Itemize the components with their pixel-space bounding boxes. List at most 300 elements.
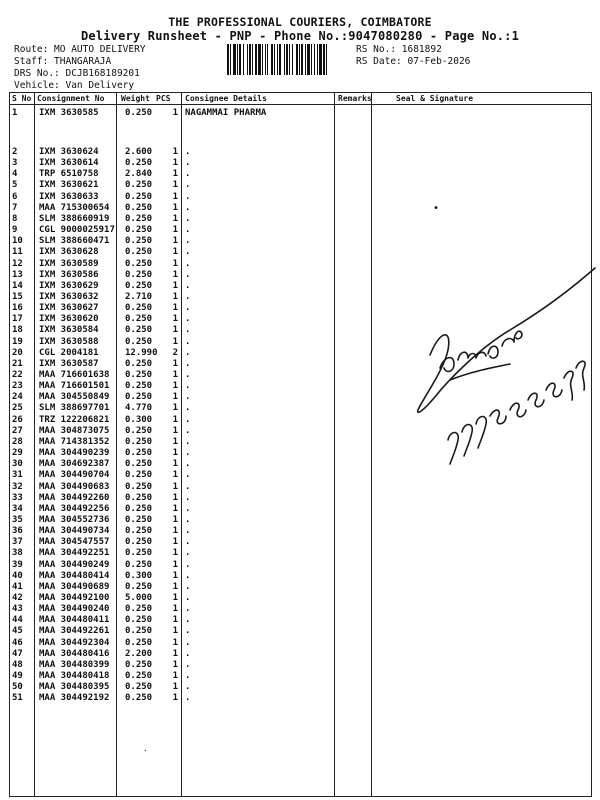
row-pcs: 1 [172,269,178,280]
row-sno: 28 [12,436,23,447]
row-pcs: 1 [172,180,178,191]
table-row [0,626,600,637]
row-weight: 0.250 [125,225,153,236]
row-consignment-no: IXM 3630628 [39,247,99,258]
row-weight: 2.200 [125,648,153,659]
row-pcs: 1 [172,648,178,659]
row-consignment-no: IXM 3630588 [39,336,99,347]
row-pcs: 1 [172,370,178,380]
row-consignment-no: MAA 304490689 [39,581,110,592]
row-consignment-no: MAA 304490683 [39,481,110,492]
row-sno: 51 [12,693,23,704]
row-consignment-no: MAA 304550849 [39,392,110,403]
table-row [0,169,600,180]
row-sno: 32 [12,481,23,492]
table-row [0,515,600,526]
table-row [0,504,600,515]
signature-phone-number: 9994885978 [410,260,417,261]
row-weight: 0.250 [125,537,153,548]
row-sno: 26 [12,414,23,425]
row-pcs: 1 [172,202,178,213]
row-weight: 5.000 [125,593,153,603]
row-consignee: . [185,659,191,670]
row-pcs: 1 [172,213,178,224]
table-row [0,247,600,258]
row-pcs: 1 [172,514,178,525]
table-row [0,180,600,191]
row-sno: 3 [12,158,18,169]
header-consignment: Consignment No [37,94,105,103]
row-weight: 0.250 [125,213,153,224]
row-consignee: . [185,593,191,603]
header-sno: S No [12,94,32,103]
row-consignment-no: MAA 304547557 [39,537,110,548]
row-sno: 15 [12,291,23,302]
row-sno: 37 [12,537,23,548]
row-consignment-no: IXM 3630584 [39,325,99,336]
rs-number: RS No.: 1681892 [356,44,442,55]
row-weight: 0.250 [125,303,153,314]
header-pcs: PCS [156,94,171,103]
row-weight: 4.770 [125,403,153,414]
table-row [0,108,600,119]
row-consignment-no: MAA 304480395 [39,682,110,693]
row-sno: 24 [12,392,23,403]
header-weight: Weight [121,94,150,103]
row-pcs: 1 [172,236,178,247]
row-pcs: 1 [172,626,178,637]
row-pcs: 1 [172,303,178,314]
header-consignee: Consignee Details [185,94,267,103]
row-sno: 33 [12,492,23,503]
row-consignee: . [185,514,191,525]
row-consignee: . [185,604,191,615]
row-consignment-no: MAA 715300654 [39,202,110,213]
table-row [0,638,600,649]
row-consignee: . [185,392,191,403]
row-consignee: . [185,448,191,459]
row-weight: 0.250 [125,336,153,347]
row-consignee: . [185,637,191,648]
row-consignee: . [185,671,191,682]
row-sno: 8 [12,213,18,224]
row-sno: 18 [12,325,23,336]
table-row [0,582,600,593]
row-consignment-no: IXM 3630633 [39,191,99,202]
row-sno: 41 [12,581,23,592]
table-row [0,147,600,158]
row-consignment-no: IXM 3630627 [39,303,99,314]
row-consignment-no: MAA 304492304 [39,637,110,648]
row-pcs: 1 [172,570,178,581]
row-consignment-no: IXM 3630632 [39,291,99,302]
row-consignee: . [185,526,191,537]
row-pcs: 1 [172,526,178,537]
table-row [0,158,600,169]
row-weight: 0.250 [125,202,153,213]
table-row [0,192,600,203]
row-consignment-no: MAA 304490240 [39,604,110,615]
row-weight: 0.300 [125,414,153,425]
row-pcs: 1 [172,291,178,302]
row-pcs: 1 [172,593,178,603]
row-weight: 0.250 [125,436,153,447]
row-sno: 30 [12,459,23,470]
row-pcs: 1 [172,492,178,503]
row-sno: 1 [12,108,18,118]
row-consignee: . [185,548,191,559]
row-consignee: . [185,570,191,581]
row-weight: 0.250 [125,526,153,537]
row-consignee: . [185,559,191,570]
row-consignee: . [185,648,191,659]
row-sno: 14 [12,280,23,291]
row-pcs: 1 [172,671,178,682]
row-pcs: 1 [172,336,178,347]
row-sno: 23 [12,381,23,392]
row-weight: 0.250 [125,358,153,369]
row-pcs: 2 [172,347,178,358]
row-pcs: 1 [172,169,178,180]
table-row [0,203,600,214]
stray-dot: • [433,203,440,214]
row-consignment-no: CGL 9000025917 [39,225,115,236]
row-sno: 22 [12,370,23,380]
row-pcs: 1 [172,559,178,570]
row-sno: 43 [12,604,23,615]
row-weight: 0.250 [125,381,153,392]
row-consignee: . [185,269,191,280]
table-row [0,693,600,704]
row-sno: 38 [12,548,23,559]
row-pcs: 1 [172,459,178,470]
table-row [0,236,600,247]
row-consignee: . [185,425,191,436]
row-pcs: 1 [172,392,178,403]
row-weight: 0.250 [125,314,153,325]
row-consignment-no: IXM 3630586 [39,269,99,280]
row-weight: 0.250 [125,503,153,514]
row-sno: 12 [12,258,23,269]
row-consignee: . [185,581,191,592]
row-consignment-no: CGL 2004181 [39,347,99,358]
row-consignment-no: IXM 3630624 [39,147,99,157]
row-weight: 0.250 [125,581,153,592]
row-sno: 45 [12,626,23,637]
row-weight: 0.250 [125,108,153,118]
row-consignment-no: MAA 716601501 [39,381,110,392]
row-consignee: . [185,236,191,247]
header-remarks: Remarks [338,94,372,103]
row-weight: 0.250 [125,637,153,648]
table-row [0,482,600,493]
row-sno: 36 [12,526,23,537]
row-pcs: 1 [172,280,178,291]
staff-label: Staff: THANGARAJA [14,56,112,67]
row-consignee: . [185,280,191,291]
row-consignee: . [185,470,191,481]
row-consignment-no: IXM 3630621 [39,180,99,191]
table-row [0,560,600,571]
row-weight: 0.250 [125,392,153,403]
row-consignment-no: IXM 3630620 [39,314,99,325]
row-consignment-no: MAA 304492261 [39,626,110,637]
row-sno: 17 [12,314,23,325]
row-consignee: . [185,414,191,425]
row-pcs: 1 [172,481,178,492]
row-sno: 2 [12,147,18,157]
drs-number: DRS No.: DCJB168189201 [14,68,140,79]
row-pcs: 1 [172,659,178,670]
row-pcs: 1 [172,247,178,258]
table-row [0,682,600,693]
row-consignment-no: MAA 304480414 [39,570,110,581]
row-weight: 0.250 [125,682,153,693]
row-consignment-no: IXM 3630614 [39,158,99,169]
row-pcs: 1 [172,191,178,202]
table-row [0,537,600,548]
row-pcs: 1 [172,258,178,269]
row-sno: 25 [12,403,23,414]
row-consignment-no: MAA 304492100 [39,593,110,603]
row-sno: 47 [12,648,23,659]
row-consignment-no: MAA 304480411 [39,615,110,626]
row-sno: 35 [12,514,23,525]
row-sno: 21 [12,358,23,369]
table-row [0,593,600,604]
row-pcs: 1 [172,225,178,236]
row-sno: 27 [12,425,23,436]
row-consignment-no: MAA 304552736 [39,514,110,525]
row-weight: 0.250 [125,470,153,481]
table-row [0,571,600,582]
row-consignment-no: SLM 388660919 [39,213,110,224]
row-weight: 0.250 [125,514,153,525]
row-consignee: . [185,147,191,157]
row-consignee: . [185,314,191,325]
row-pcs: 1 [172,581,178,592]
row-weight: 2.710 [125,291,153,302]
row-consignee: . [185,436,191,447]
row-sno: 10 [12,236,23,247]
row-sno: 11 [12,247,23,258]
row-consignment-no: MAA 304692387 [39,459,110,470]
row-pcs: 1 [172,108,178,118]
row-weight: 0.250 [125,659,153,670]
row-pcs: 1 [172,425,178,436]
company-title: THE PROFESSIONAL COURIERS, COIMBATORE [168,15,432,29]
row-consignment-no: MAA 304873075 [39,425,110,436]
row-pcs: 1 [172,325,178,336]
vehicle-label: Vehicle: Van Delivery [14,80,135,91]
row-consignee: . [185,403,191,414]
row-consignee: . [185,225,191,236]
runsheet-subtitle: Delivery Runsheet - PNP - Phone No.:9047080280 - Page No.:1 [80,29,520,43]
row-sno: 7 [12,202,18,213]
row-consignment-no: IXM 3630587 [39,358,99,369]
row-sno: 40 [12,570,23,581]
row-sno: 4 [12,169,18,180]
row-pcs: 1 [172,158,178,169]
row-consignee: . [185,358,191,369]
row-consignee: . [185,247,191,258]
row-pcs: 1 [172,436,178,447]
table-row [0,214,600,225]
row-sno: 31 [12,470,23,481]
row-weight: 2.600 [125,147,153,157]
row-sno: 19 [12,336,23,347]
row-sno: 39 [12,559,23,570]
row-consignment-no: IXM 3630585 [39,108,99,118]
row-pcs: 1 [172,637,178,648]
row-sno: 44 [12,615,23,626]
row-consignee: . [185,291,191,302]
row-pcs: 1 [172,314,178,325]
row-consignment-no: MAA 304490249 [39,559,110,570]
row-consignee: . [185,503,191,514]
table-row [0,548,600,559]
row-pcs: 1 [172,448,178,459]
row-weight: 0.250 [125,370,153,380]
row-pcs: 1 [172,615,178,626]
row-sno: 6 [12,191,18,202]
row-weight: 0.250 [125,671,153,682]
row-consignment-no: MAA 304492256 [39,503,110,514]
row-consignee: . [185,325,191,336]
row-sno: 5 [12,180,18,191]
row-consignee: . [185,370,191,380]
row-sno: 46 [12,637,23,648]
row-weight: 0.250 [125,481,153,492]
row-weight: 12.990 [125,347,158,358]
row-sno: 20 [12,347,23,358]
row-consignment-no: IXM 3630629 [39,280,99,291]
row-consignee: NAGAMMAI PHARMA [185,108,267,118]
row-weight: 0.250 [125,615,153,626]
row-consignment-no: MAA 304490734 [39,526,110,537]
handwritten-signature-icon [410,260,600,475]
row-weight: 0.250 [125,459,153,470]
header-seal-signature: Seal & Signature [396,94,474,103]
row-consignee: . [185,492,191,503]
row-consignment-no: MAA 716601638 [39,370,110,380]
row-pcs: 1 [172,682,178,693]
row-sno: 34 [12,503,23,514]
row-consignment-no: SLM 388660471 [39,236,110,247]
row-consignment-no: MAA 304490704 [39,470,110,481]
row-consignee: . [185,381,191,392]
row-pcs: 1 [172,537,178,548]
row-pcs: 1 [172,470,178,481]
row-pcs: 1 [172,693,178,704]
row-consignee: . [185,347,191,358]
row-consignee: . [185,303,191,314]
row-pcs: 1 [172,503,178,514]
row-consignee: . [185,537,191,548]
row-consignment-no: MAA 304480399 [39,659,110,670]
row-consignee: . [185,693,191,704]
row-sno: 42 [12,593,23,603]
row-sno: 9 [12,225,18,236]
row-consignment-no: MAA 304492260 [39,492,110,503]
row-consignee: . [185,336,191,347]
row-pcs: 1 [172,381,178,392]
table-row [0,660,600,671]
row-weight: 0.250 [125,258,153,269]
row-sno: 13 [12,269,23,280]
row-consignment-no: MAA 714381352 [39,436,110,447]
row-pcs: 1 [172,147,178,157]
route-label: Route: MO AUTO DELIVERY [14,44,146,55]
row-weight: 0.250 [125,180,153,191]
row-consignee: . [185,682,191,693]
row-pcs: 1 [172,604,178,615]
row-consignee: . [185,213,191,224]
table-row [0,649,600,660]
row-weight: 0.300 [125,570,153,581]
row-weight: 0.250 [125,236,153,247]
row-sno: 16 [12,303,23,314]
row-sno: 48 [12,659,23,670]
row-weight: 0.250 [125,559,153,570]
table-row [0,615,600,626]
row-consignee: . [185,202,191,213]
row-weight: 0.250 [125,280,153,291]
row-consignee: . [185,626,191,637]
row-consignment-no: MAA 304492251 [39,548,110,559]
row-consignment-no: MAA 304480418 [39,671,110,682]
row-consignee: . [185,191,191,202]
row-consignment-no: TRP 6510758 [39,169,99,180]
row-weight: 0.250 [125,604,153,615]
row-weight: 0.250 [125,247,153,258]
row-weight: 0.250 [125,191,153,202]
row-pcs: 1 [172,358,178,369]
row-consignment-no: SLM 388697701 [39,403,110,414]
row-weight: 0.250 [125,548,153,559]
row-consignee: . [185,258,191,269]
row-sno: 50 [12,682,23,693]
row-weight: 2.840 [125,169,153,180]
row-consignment-no: MAA 304490239 [39,448,110,459]
row-pcs: 1 [172,403,178,414]
row-sno: 29 [12,448,23,459]
barcode-icon [227,44,354,75]
table-row [0,604,600,615]
row-consignment-no: MAA 304492192 [39,693,110,704]
row-consignee: . [185,180,191,191]
table-row [0,671,600,682]
row-weight: 0.250 [125,448,153,459]
row-weight: 0.250 [125,158,153,169]
row-weight: 0.250 [125,269,153,280]
row-sno: 49 [12,671,23,682]
row-weight: 0.250 [125,425,153,436]
row-consignee: . [185,158,191,169]
row-consignment-no: MAA 304480416 [39,648,110,659]
row-consignee: . [185,481,191,492]
row-consignment-no: IXM 3630589 [39,258,99,269]
row-weight: 0.250 [125,492,153,503]
row-weight: 0.250 [125,325,153,336]
stray-mark: · [143,746,148,755]
row-consignment-no: TRZ 122206821 [39,414,110,425]
row-weight: 0.250 [125,693,153,704]
rs-date: RS Date: 07-Feb-2026 [356,56,471,67]
row-pcs: 1 [172,548,178,559]
table-row [0,225,600,236]
row-pcs: 1 [172,414,178,425]
